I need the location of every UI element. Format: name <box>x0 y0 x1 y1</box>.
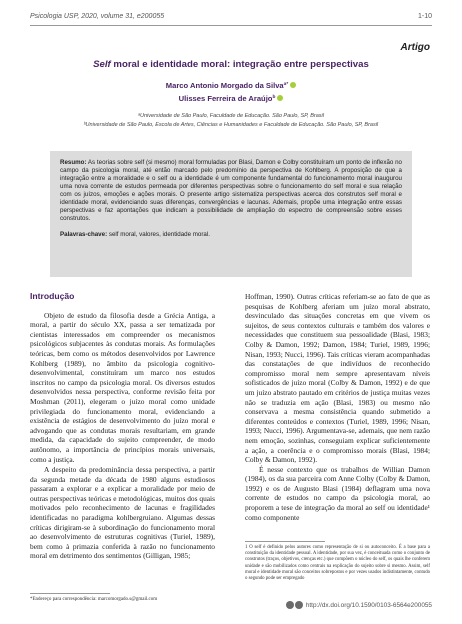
author-1-name[interactable]: Marco Antonio Morgado da Silva <box>165 81 284 90</box>
affiliations <box>30 112 432 130</box>
author-2-sup: b <box>272 95 276 100</box>
footnote-rule <box>245 541 325 542</box>
journal-header: Psicologia USP, 2020, volume 31, e200055 <box>30 13 165 20</box>
page-range: 1-10 <box>417 13 432 20</box>
keywords <box>60 231 402 239</box>
body-column-left <box>30 292 215 561</box>
creative-commons-icon <box>286 601 303 609</box>
paragraph: A despeito da predominância dessa perspectiva, a partir da segunda metade da década de 1980 alguns estudiosos passaram a explorar e a explicar a moralidade por meio de outras perspectivas teóricas e metodológicas, muitos dos quais motivados pelo reconhecimento de lacunas e fragilidades identificadas no paradigma kohlbergruiano. Algumas dessas críticas dirigiram-se à subordinação do funcionamento moral ao desenvolvimento de estruturas cognitivas (Turiel, 1989), bem como à primazia conferida à razão no funcionamento moral em detrimento dos sentimentos (Gilligan, 1985; <box>30 465 215 561</box>
keywords-text: self moral, valores, identidade moral. <box>107 231 210 238</box>
footnote-1: 1 O self é definido pelos autores como representação de si ou autoconceito. É a base para a constituição da identidade pessoal. A identidade, por sua vez, é conceituada como o conjunto de construtos (traços, objetivos, crenças etc.) que compõem o núcleo do self, os quais lhe conferem unidade e são mobilizados como centrais na explicação do sujeito sobre si mesmo. Assim, self moral e identidade moral são conceitos sobrepostos e por vezes usados indistintamente, contudo o segundo pode ser empregado <box>245 545 430 582</box>
affiliation-a: ᵃUniversidade de São Paulo, Faculdade de Educação. São Paulo, SP, Brasil <box>138 113 324 119</box>
article-title <box>30 59 432 70</box>
paragraph: Objeto de estudo da filosofia desde a Grécia Antiga, a moral, a partir do século XX, passa a ser tematizada por cientistas interessados em compreender os mecanismos psicológicos subjacentes às condutas morais. As formulações teóricas, bem como os métodos desenvolvidos por Lawrence Kohlberg (1989), no âmbito da psicologia cognitivo-desenvolvimental, constituíram um marco nos estudos inscritos no campo da psicologia moral. Os diversos estudos desenvolvidos nessa perspectiva, conforme revisão feita por Moshman (2011), elegeram o juízo moral como unidade privilegiada do funcionamento moral, evidenciando a existência de estágios de desenvolvimento do juízo moral e advogando que as condutas morais resultariam, em grande medida, da capacidade do sujeito compreender, de modo autônomo, a importância de princípios morais universais, como a justiça. <box>30 310 215 464</box>
correspondence-footnote: *Endereço para correspondência: marcomorgado.s@gmail.com <box>30 597 158 602</box>
abstract-label: Resumo: <box>60 159 87 166</box>
doi-link[interactable]: http://dx.doi.org/10.1590/0103-6564e200055 <box>305 601 432 609</box>
author-list <box>30 79 432 105</box>
author-2-name[interactable]: Ulisses Ferreira de Araújo <box>178 94 273 103</box>
author-1 <box>30 79 432 92</box>
keywords-label: Palavras-chave: <box>60 231 108 238</box>
affiliation-b: ᵇUniversidade de São Paulo, Escola de Artes, Ciências e Humanidades e Faculdade de Educação. São Paulo, SP, Brasil <box>83 122 379 128</box>
orcid-icon[interactable] <box>277 95 283 101</box>
paragraph: Hoffman, 1990). Outras críticas referiam-se ao fato de que as pesquisas de Kohlberg aferiam um juízo moral abstrato, desvinculado das situações concretas em que vivem os sujeitos, de seus contextos culturais e também dos valores e necessidades que constituem sua pessoalidade (Blasi, 1983; Colby & Damon, 1992; Damon, 1984; Turiel, 1989, 1996; Nisan, 1993; Nucci, 1996). Tais críticas vieram acompanhadas das constatações de que indivíduos de reconhecido compromisso moral nem sempre apresentavam níveis sofisticados de juízo moral (Colby & Damon, 1992) e de que um juízo abstrato pautado em critérios de justiça muitas vezes não se traduzia em ação (Blasi, 1983) ou mesmo não conservava a mesma consistência quando submetido a diferentes conteúdos e contextos (Turiel, 1989, 1996; Nisan, 1993; Nucci, 1996). Argumentava-se, ademais, que nem razão nem emoção, sozinhas, conseguiam explicar suficientemente a ação, a coerência e o compromisso morais (Blasi, 1984; Colby & Damon, 1992). <box>245 292 430 465</box>
title-italic: Self <box>93 59 111 70</box>
body-column-right <box>245 292 430 522</box>
title-rest: moral e identidade moral: integração entre perspectivas <box>110 59 369 70</box>
header-rule <box>30 25 432 26</box>
doi-footer <box>286 601 432 609</box>
orcid-icon[interactable] <box>290 82 296 88</box>
paragraph: É nesse contexto que os trabalhos de Willian Damon (1984), os da sua parceira com Anne Colby (Colby & Damon, 1992) e os de Augusto Blasi (1984) deflagram uma nova corrente de estudos no campo da psicologia moral, ao proporem a tese de integração da moral ao self ou identidade¹ como componente <box>245 464 430 522</box>
abstract-text <box>60 159 402 223</box>
footnote-rule <box>30 593 110 594</box>
article-type: Artigo <box>400 42 430 53</box>
abstract-box <box>50 151 412 277</box>
author-1-sup: a* <box>283 82 289 87</box>
section-heading-intro: Introdução <box>30 291 75 301</box>
abstract-body: As teorias sobre self (si mesmo) moral formuladas por Blasi, Damon e Colby constituíram um ponto de inflexão no campo da psicologia moral, até então marcado pelo predomínio da perspectiva de Kohlberg. A proposição de que a integração entre a moralidade e o self ou a identidade é um componente fundamental do funcionamento moral inaugurou uma nova corrente de estudos permeada por diferentes perspectivas sobre o funcionamento do self moral e sua relação com os juízos, emoções e ações morais. O presente artigo sistematiza perspectivas acerca dos construtos self moral e identidade moral, evidenciando suas diferenças, convergências e lacunas. Ademais, propõe uma integração entre essas perspectivas e faz apontações que indicam a possibilidade de ampliação do espectro de compreensão sobre esses construtos. <box>60 159 402 222</box>
author-2 <box>30 92 432 105</box>
